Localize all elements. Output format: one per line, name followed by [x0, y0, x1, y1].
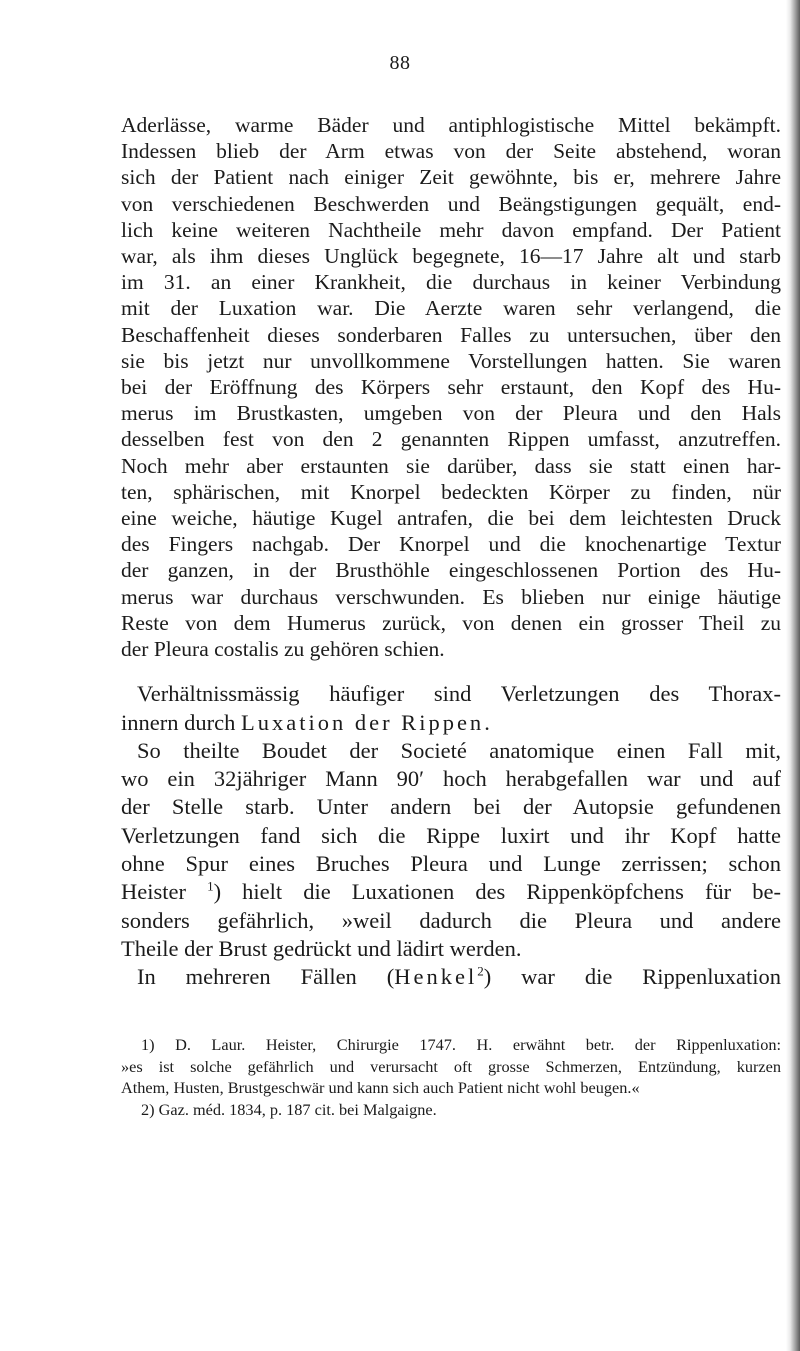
footnote-line: 1) D. Laur. Heister, Chirurgie 1747. H. erwähnt betr. der Rippenluxation:	[141, 1035, 781, 1054]
text-line: ten, sphärischen, mit Knorpel bedeckten Körper zu finden, nür	[121, 479, 781, 504]
page-edge-shadow	[786, 0, 800, 1351]
text-line	[121, 963, 781, 991]
text-line: sonders gefährlich, »weil dadurch die Pleura und andere	[121, 907, 781, 933]
text-line: Indessen blieb der Arm etwas von der Seite abstehend, woran	[121, 139, 781, 164]
text-run: ) hielt die Luxationen des Rippenköpfchens für be-	[213, 879, 781, 905]
text-line: des Fingers nachgab. Der Knorpel und die knochenartige Textur	[121, 532, 781, 557]
text-line: mit der Luxation war. Die Aerzte waren sehr verlangend, die	[121, 296, 781, 321]
text-line: der Pleura costalis zu gehören schien.	[121, 637, 445, 662]
text-run: ) war die Rippenluxation	[483, 964, 781, 990]
footnote-line: Athem, Husten, Brustgeschwär und kann sich auch Patient nicht wohl beugen.«	[121, 1078, 640, 1098]
text-line: desselben fest von den 2 genannten Rippen umfasst, anzutreffen.	[121, 427, 781, 452]
footnote-ref: 1	[207, 878, 214, 894]
paragraph-1	[121, 112, 781, 662]
text-line	[121, 878, 781, 906]
footnotes	[121, 1034, 781, 1120]
text-line: lich keine weiteren Nachtheile mehr davon empfand. Der Patient	[121, 217, 781, 242]
text-line: war, als ihm dieses Unglück begegnete, 16—17 Jahre alt und starb	[121, 244, 781, 269]
emphasis-spaced: Henkel	[394, 964, 478, 990]
text-line: Verletzungen fand sich die Rippe luxirt und ihr Kopf hatte	[121, 822, 781, 848]
text-line: sie bis jetzt nur unvollkommene Vorstellungen hatten. Sie waren	[121, 348, 781, 373]
text-line: von verschiedenen Beschwerden und Beängstigungen gequält, end-	[121, 191, 781, 216]
text-line: Aderlässe, warme Bäder und antiphlogistische Mittel bekämpft.	[121, 113, 781, 137]
text-line: sich der Patient nach einiger Zeit gewöhnte, bis er, mehrere Jahre	[121, 165, 781, 190]
footnote-line: »es ist solche gefährlich und verursacht oft grosse Schmerzen, Entzündung, kurzen	[121, 1056, 781, 1076]
footnote-ref: 2	[477, 963, 484, 979]
text-line: wo ein 32jähriger Mann 90′ hoch herabgefallen war und auf	[121, 766, 781, 792]
text-run: In mehreren Fällen (	[137, 964, 395, 990]
text-line: eine weiche, häutige Kugel antrafen, die bei dem leichtesten Druck	[121, 506, 781, 531]
text-line: der Stelle starb. Unter andern bei der Autopsie gefundenen	[121, 794, 781, 820]
text-line: bei der Eröffnung des Körpers sehr erstaunt, den Kopf des Hu-	[121, 375, 781, 400]
footnote-line: 2) Gaz. méd. 1834, p. 187 cit. bei Malgaigne.	[141, 1099, 437, 1119]
text-line	[121, 709, 781, 737]
text-line: der ganzen, in der Brusthöhle eingeschlossenen Portion des Hu-	[121, 558, 781, 583]
text-run: .	[484, 709, 490, 735]
text-line: Reste von dem Humerus zurück, von denen ein grosser Theil zu	[121, 610, 781, 635]
paragraph-2	[121, 680, 781, 991]
text-line: Noch mehr aber erstaunten sie darüber, dass sie statt einen har-	[121, 453, 781, 478]
text-run: Heister	[121, 879, 208, 905]
text-line: So theilte Boudet der Societé anatomique einen Fall mit,	[137, 737, 781, 763]
emphasis-spaced: Luxation der Rippen	[240, 709, 485, 735]
text-line: ohne Spur eines Bruches Pleura und Lunge zerrissen; schon	[121, 851, 781, 877]
text-line: merus im Brustkasten, umgeben von der Pleura und den Hals	[121, 401, 781, 426]
text-run: innern durch	[121, 709, 241, 735]
text-line: im 31. an einer Krankheit, die durchaus in keiner Verbindung	[121, 270, 781, 295]
text-line: merus war durchaus verschwunden. Es blieben nur einige häutige	[121, 584, 781, 609]
page-number: 88	[389, 52, 411, 74]
text-line: Beschaffenheit dieses sonderbaren Falles zu untersuchen, über den	[121, 322, 781, 347]
body-text	[121, 112, 781, 992]
text-line: Theile der Brust gedrückt und lädirt werden.	[121, 935, 522, 961]
section-heading-line: Verhältnissmässig häufiger sind Verletzungen des Thorax-	[137, 681, 781, 707]
